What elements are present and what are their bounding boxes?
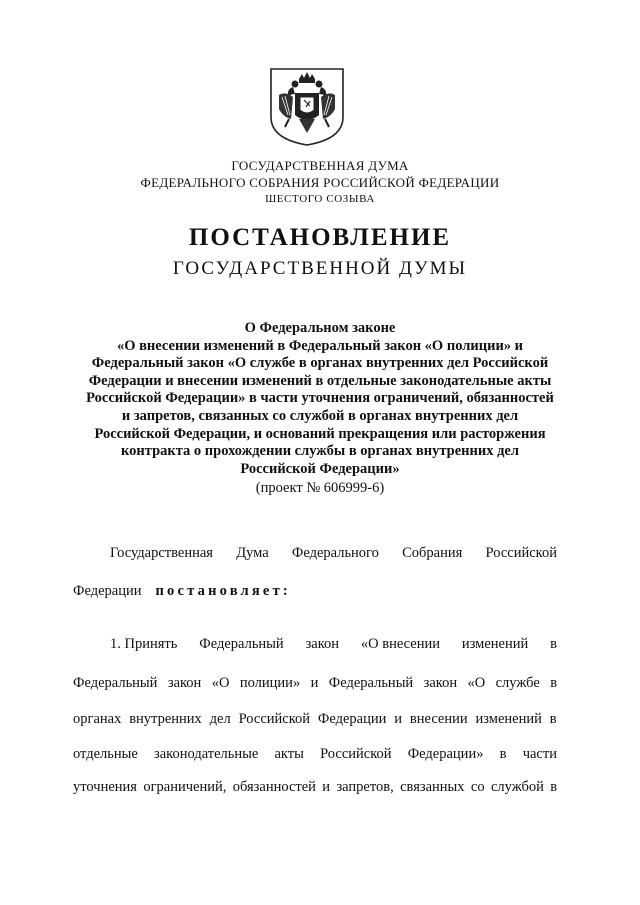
word: Собрания <box>402 545 463 561</box>
word: законодательные <box>154 746 259 762</box>
document-subtitle: ГОСУДАРСТВЕННОЙ ДУМЫ <box>172 258 468 279</box>
word: «О внесении <box>360 636 440 652</box>
clause-1-line-3 <box>73 711 557 728</box>
subject-line: Российской Федерации» <box>240 460 400 477</box>
subject-line: контракта о прохождении службы в органах внутренних дел <box>121 443 519 460</box>
document-title: ПОСТАНОВЛЕНИЕ <box>188 224 452 251</box>
word: части <box>522 746 557 762</box>
word: Федерального <box>291 545 379 561</box>
header-line-1: ГОСУДАРСТВЕННАЯ ДУМА <box>231 158 409 173</box>
document-subject <box>62 320 578 478</box>
subject-line: Федерации и внесении изменений в отдельные законодательные акты <box>88 372 552 389</box>
project-number: (проект № 606999-6) <box>255 480 385 496</box>
word: 1. Принять <box>110 636 178 652</box>
word: в <box>550 636 557 652</box>
subject-line: Федеральный закон «О службе в органах внутренних дел Российской <box>91 355 549 372</box>
subject-line: О Федеральном законе <box>244 320 396 336</box>
word: Федерации <box>73 583 142 599</box>
resolution-line-1 <box>110 545 557 562</box>
russian-coat-of-arms-icon <box>269 67 345 147</box>
clause-1-line-2 <box>73 675 557 692</box>
word: в <box>499 746 507 762</box>
clause-1-line-1 <box>110 636 557 653</box>
resolution-verb: постановляет: <box>155 583 291 599</box>
line-text: уточнения ограничений, обязанностей и запретов, связанных со службой в <box>73 779 558 795</box>
subject-line: и запретов, связанных со службой в органах внутренних дел <box>121 407 519 424</box>
resolution-line-2 <box>73 583 557 600</box>
header-line-3: ШЕСТОГО СОЗЫВА <box>265 193 375 205</box>
word: Государственная <box>110 545 213 561</box>
subject-line: «О внесении изменений в Федеральный закон «О полиции» и <box>116 337 524 354</box>
clause-1-line-4 <box>73 746 557 763</box>
word: Дума <box>236 545 269 561</box>
word: изменений <box>461 636 529 652</box>
line-text: Федеральный закон «О полиции» и Федеральный закон «О службе в <box>73 675 558 691</box>
word: Федеральный <box>199 636 284 652</box>
header-line-2: ФЕДЕРАЛЬНОГО СОБРАНИЯ РОССИЙСКОЙ ФЕДЕРАЦИИ <box>140 175 500 190</box>
subject-line: Российской Федерации» в части уточнения ограничений, обязанностей <box>86 390 554 407</box>
subject-line: Российской Федерации, и оснований прекращения или расторжения <box>94 425 546 442</box>
word: закон <box>305 636 340 652</box>
word: акты <box>274 746 304 762</box>
word: отдельные <box>73 746 138 762</box>
word: Российской <box>320 746 392 762</box>
issuing-authority-header <box>0 157 640 208</box>
word: Российской <box>485 545 557 561</box>
word: Федерации» <box>407 746 484 762</box>
line-text: органах внутренних дел Российской Федерации и внесении изменений в <box>73 711 557 727</box>
clause-1-line-5 <box>73 779 557 796</box>
